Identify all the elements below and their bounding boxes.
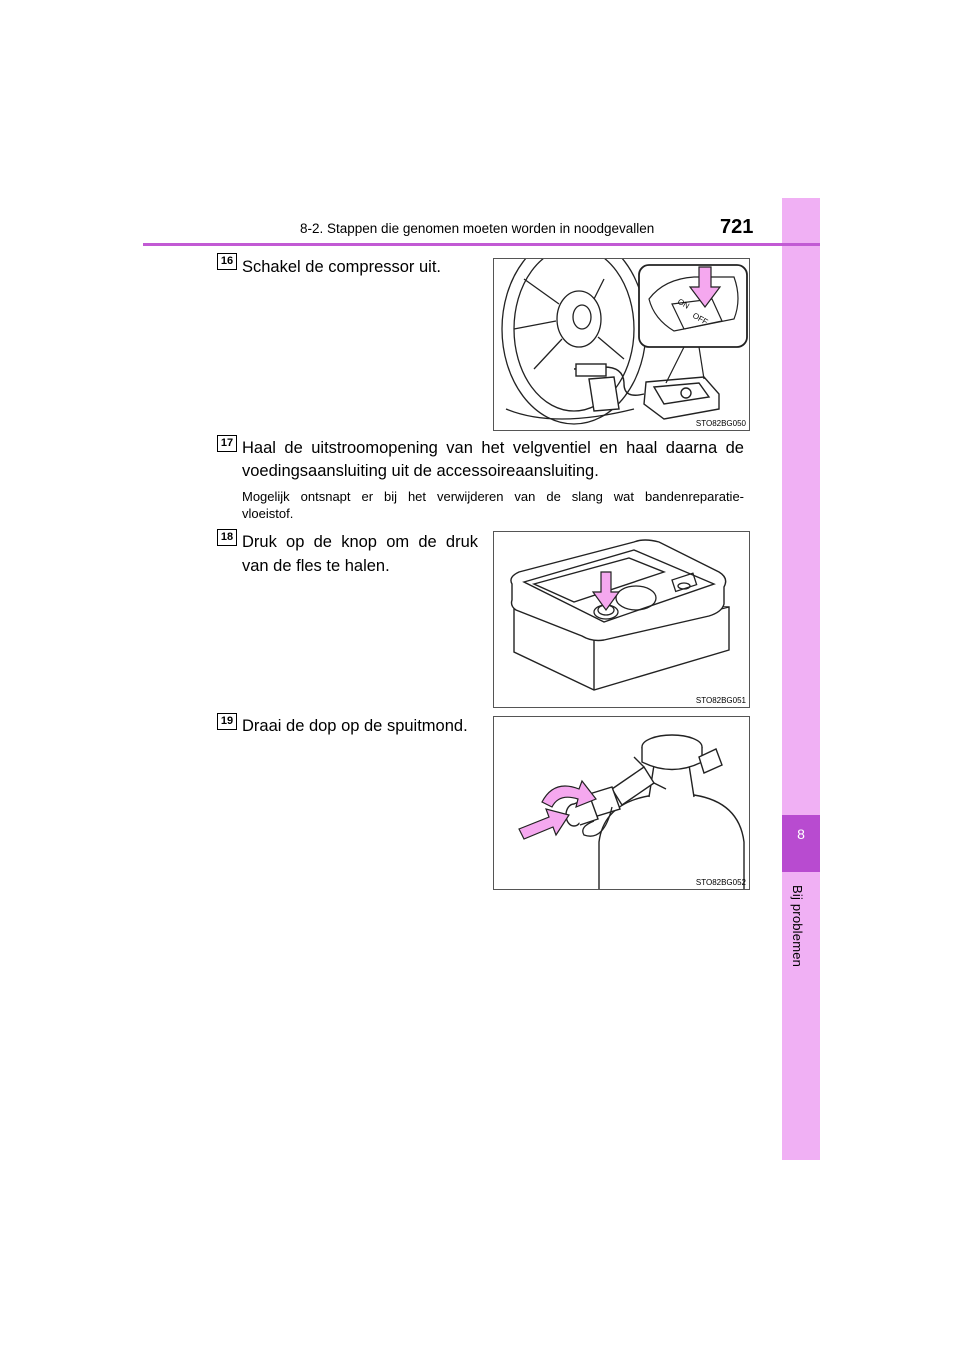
chapter-side-tab (782, 198, 820, 1160)
step-number-16: 16 (217, 253, 237, 270)
step-number-18: 18 (217, 529, 237, 546)
switch-off-label: OFF (691, 310, 710, 327)
step-17-note-line1: Mogelijk ontsnapt er bij het verwijderen van de slang wat bandenreparatie- (242, 489, 744, 504)
step-number-19: 19 (217, 713, 237, 730)
step-number-17: 17 (217, 435, 237, 452)
figure-compressor-switch (493, 258, 750, 431)
push-arrow-icon (519, 809, 569, 839)
step-17-note-line2: vloeistof. (242, 506, 294, 521)
section-title: 8-2. Stappen die genomen moeten worden in noodgevallen (300, 221, 655, 236)
figure-code: STO82BG051 (695, 696, 746, 705)
nozzle-cap-illustration (494, 717, 750, 890)
step-18-text-line1: Druk op de knop om de druk (242, 533, 478, 551)
figure-code: STO82BG052 (695, 878, 746, 887)
figure-pressure-button (493, 531, 750, 708)
figure-code: STO82BG050 (695, 419, 746, 428)
pressure-button-illustration (494, 532, 750, 708)
chapter-tab-active[interactable] (782, 815, 820, 872)
switch-on-label: ON (676, 296, 691, 311)
step-19-text: Draai de dop op de spuitmond. (242, 717, 468, 735)
step-17-text-line1: Haal de uitstroomopening van het velgventiel en haal daarna de (242, 439, 744, 457)
step-18-text-line2: van de fles te halen. (242, 557, 390, 575)
compressor-switch-illustration (494, 259, 750, 431)
figure-nozzle-cap (493, 716, 750, 890)
chapter-number: 8 (797, 826, 805, 842)
header-divider (143, 243, 820, 246)
page-number: 721 (720, 216, 754, 238)
chapter-label: Bij problemen (790, 885, 805, 968)
step-17-text-line2: voedingsaansluiting uit de accessoireaansluiting. (242, 462, 599, 480)
step-16-text: Schakel de compressor uit. (242, 258, 442, 276)
